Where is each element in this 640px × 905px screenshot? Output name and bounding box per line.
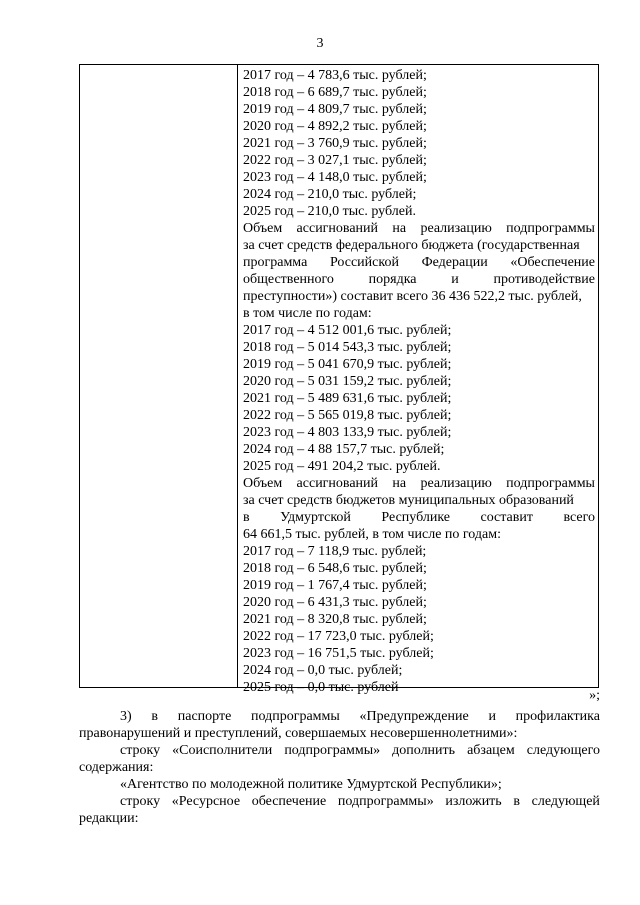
resource-cell (243, 67, 595, 696)
year-line: 2017 год – 7 118,9 тыс. рублей; (243, 544, 427, 559)
text-line: 64 661,5 тыс. рублей, в том числе по годам: (243, 527, 501, 542)
year-line: 2023 год – 16 751,5 тыс. рублей; (243, 646, 434, 661)
year-line: 2021 год – 3 760,9 тыс. рублей; (243, 136, 427, 151)
year-line: 2017 год – 4 512 001,6 тыс. рублей; (243, 323, 452, 338)
closing-quote: »; (589, 688, 600, 703)
text-line: за счет средств федерального бюджета (государственная (243, 238, 580, 253)
paragraph-item-3 (79, 708, 600, 742)
years-block-federal (243, 322, 595, 475)
year-line: 2022 год – 17 723,0 тыс. рублей; (243, 629, 434, 644)
page-number: 3 (316, 36, 324, 51)
municipal-budget-paragraph (243, 475, 595, 543)
year-line: 2024 год – 4 88 157,7 тыс. рублей; (243, 442, 445, 457)
year-line: 2019 год – 4 809,7 тыс. рублей; (243, 102, 427, 117)
year-line: 2024 год – 210,0 тыс. рублей; (243, 187, 417, 202)
text-line: содержания: (79, 760, 154, 775)
year-line: 2018 год – 6 548,6 тыс. рублей; (243, 561, 427, 576)
year-line: 2019 год – 1 767,4 тыс. рублей; (243, 578, 427, 593)
year-line: 2020 год – 6 431,3 тыс. рублей; (243, 595, 427, 610)
text-line: редакции: (79, 811, 139, 826)
year-line: 2025 год – 491 204,2 тыс. рублей. (243, 459, 441, 474)
year-line: 2020 год – 4 892,2 тыс. рублей; (243, 119, 427, 134)
year-line: 2021 год – 5 489 631,6 тыс. рублей; (243, 391, 452, 406)
justified-line: общественного порядка и противодействие (243, 272, 595, 287)
year-line: 2021 год – 8 320,8 тыс. рублей; (243, 612, 427, 627)
year-line: 2023 год – 4 148,0 тыс. рублей; (243, 170, 427, 185)
year-line: 2023 год – 4 803 133,9 тыс. рублей; (243, 425, 452, 440)
text-line: в том числе по годам: (243, 306, 372, 321)
year-line: 2024 год – 0,0 тыс. рублей; (243, 663, 403, 678)
text-line: правонарушений и преступлений, совершаемых несовершеннолетними»: (79, 726, 518, 741)
year-line: 2017 год – 4 783,6 тыс. рублей; (243, 68, 427, 83)
year-line: 2025 год – 210,0 тыс. рублей. (243, 204, 416, 219)
year-line: 2022 год – 3 027,1 тыс. рублей; (243, 153, 427, 168)
text-line: преступности») составит всего 36 436 522,2 тыс. рублей, (243, 289, 582, 304)
justified-line: 3) в паспорте подпрограммы «Предупреждение и профилактика (120, 709, 600, 724)
year-line: 2025 год – 0,0 тыс. рублей (243, 680, 399, 695)
paragraph-resource (79, 793, 600, 827)
justified-line: в Удмуртской Республике составит всего (243, 510, 595, 525)
year-line: 2018 год – 5 014 543,3 тыс. рублей; (243, 340, 452, 355)
justified-line: Объем ассигнований на реализацию подпрограммы (243, 221, 595, 236)
paragraph-coexecutors (79, 742, 600, 776)
year-line: 2020 год – 5 031 159,2 тыс. рублей; (243, 374, 452, 389)
justified-line: строку «Соисполнители подпрограммы» дополнить абзацем следующего (120, 743, 600, 758)
justified-line: программа Российской Федерации «Обеспечение (243, 255, 595, 270)
table-column-divider (237, 65, 238, 687)
years-block-regional (243, 67, 595, 220)
year-line: 2018 год – 6 689,7 тыс. рублей; (243, 85, 427, 100)
justified-line: Объем ассигнований на реализацию подпрограммы (243, 476, 595, 491)
year-line: 2022 год – 5 565 019,8 тыс. рублей; (243, 408, 452, 423)
text-line: за счет средств бюджетов муниципальных образований (243, 493, 574, 508)
passport-table (79, 64, 599, 695)
federal-budget-paragraph (243, 220, 595, 322)
justified-line: строку «Ресурсное обеспечение подпрограммы» изложить в следующей (120, 794, 600, 809)
year-line: 2019 год – 5 041 670,9 тыс. рублей; (243, 357, 452, 372)
paragraph-agency (79, 776, 600, 793)
years-block-municipal (243, 543, 595, 696)
text-line: «Агентство по молодежной политике Удмуртской Республики»; (120, 777, 502, 792)
